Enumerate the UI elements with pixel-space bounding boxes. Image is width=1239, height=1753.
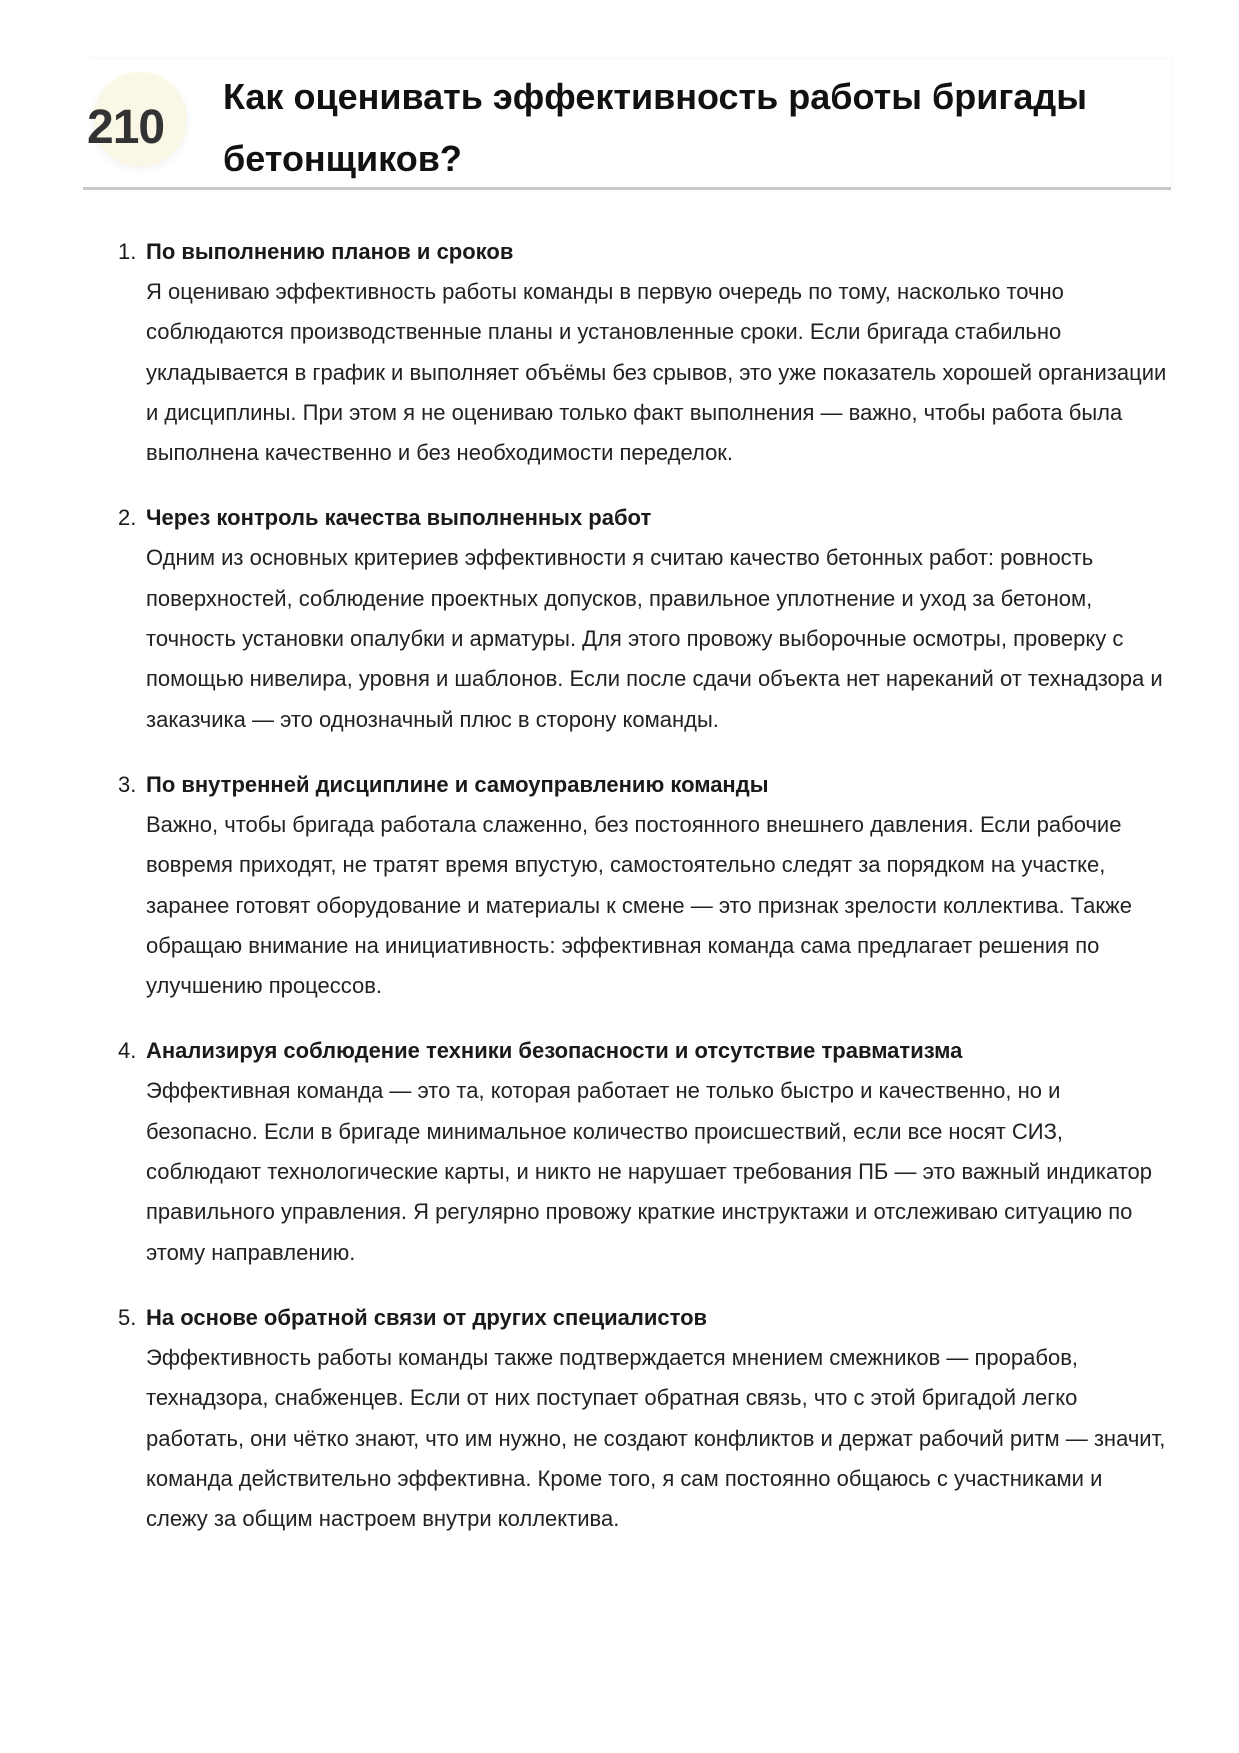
item-number: 4. <box>118 1038 137 1064</box>
page-title: Как оценивать эффективность работы бригады бетонщиков? <box>223 76 1087 179</box>
item-text: Эффективная команда — это та, которая работает не только быстро и качественно, но и безопасно. Если в бригаде минимальное количество происшествий, если все носят СИЗ, соблюдают технологические карты, и никто не нарушает требования ПБ — это важный индикатор правильного управления. Я регулярно провожу краткие инструктажи и отслеживаю ситуацию по этому направлению. <box>146 1078 1152 1265</box>
answer-list <box>118 232 1168 1564</box>
list-item <box>118 232 1168 473</box>
item-number: 2. <box>118 505 137 531</box>
item-heading: По внутренней дисциплине и самоуправлению команды <box>146 771 769 797</box>
item-number: 5. <box>118 1304 137 1330</box>
item-heading: По выполнению планов и сроков <box>146 239 514 264</box>
question-number: 210 <box>87 101 165 154</box>
item-number: 3. <box>118 771 137 797</box>
list-item <box>118 1298 1168 1539</box>
list-item <box>118 1031 1168 1272</box>
item-text: Одним из основных критериев эффективности я считаю качество бетонных работ: ровность поверхностей, соблюдение проектных допусков, правильное уплотнение и уход за бетоном, точность установки опалубки и арматуры. Для этого провожу выборочные осмотры, проверку с помощью нивелира, уровня и шаблонов. Если после сдачи объекта нет нареканий от технадзора и заказчика — это однозначный плюс в сторону команды. <box>146 545 1163 732</box>
question-number-badge <box>87 72 187 166</box>
item-heading: Анализируя соблюдение техники безопасности и отсутствие травматизма <box>146 1038 963 1064</box>
item-heading: На основе обратной связи от других специалистов <box>146 1304 708 1330</box>
item-number: 1. <box>118 239 137 264</box>
item-text: Я оцениваю эффективность работы команды в первую очередь по тому, насколько точно соблюдаются производственные планы и установленные сроки. Если бригада стабильно укладывается в график и выполняет объёмы без срывов, это уже показатель хорошей организации и дисциплины. При этом я не оцениваю только факт выполнения — важно, чтобы работа была выполнена качественно и без необходимости переделок. <box>146 279 1167 466</box>
list-item <box>118 765 1168 1006</box>
list-item <box>118 498 1168 739</box>
item-text: Эффективность работы команды также подтверждается мнением смежников — прорабов, технадзора, снабженцев. Если от них поступает обратная связь, что с этой бригадой легко работать, они чётко знают, что им нужно, не создают конфликтов и держат рабочий ритм — значит, команда действительно эффективна. Кроме того, я сам постоянно общаюсь с участниками и слежу за общим настроем внутри коллектива. <box>146 1344 1166 1532</box>
item-heading: Через контроль качества выполненных работ <box>146 505 652 531</box>
item-text: Важно, чтобы бригада работала слаженно, без постоянного внешнего давления. Если рабочие вовремя приходят, не тратят время впустую, самостоятельно следят за порядком на участке, заранее готовят оборудование и материалы к смене — это признак зрелости коллектива. Также обращаю внимание на инициативность: эффективная команда сама предлагает решения по улучшению процессов. <box>146 811 1132 999</box>
page-header <box>83 60 1171 190</box>
